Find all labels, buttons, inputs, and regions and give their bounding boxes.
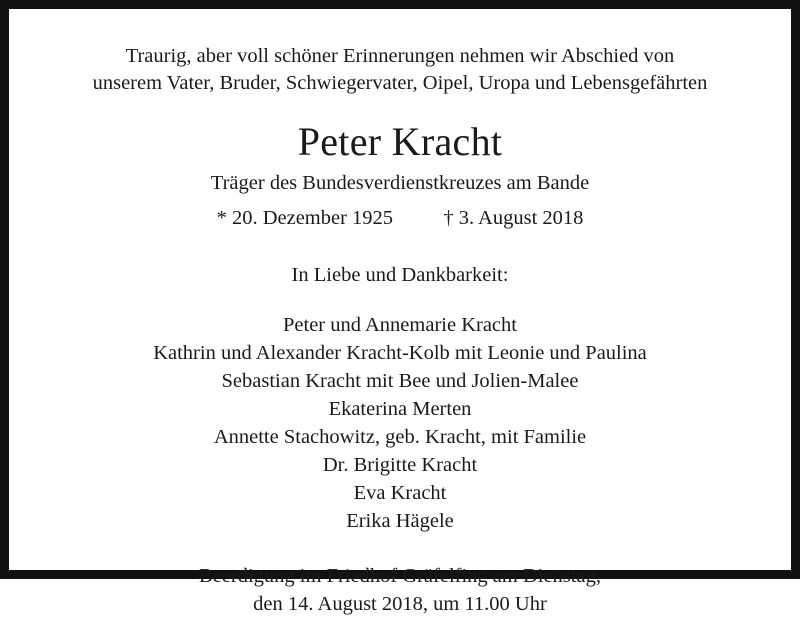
survivors-list bbox=[49, 311, 751, 536]
honour-text: Träger des Bundesverdienstkreuzes am Bande bbox=[210, 171, 590, 194]
intro-line-2: unserem Vater, Bruder, Schwiegervater, Oipel, Uropa und Lebensgefährten bbox=[92, 72, 708, 95]
list-item: Annette Stachowitz, geb. Kracht, mit Familie bbox=[213, 426, 587, 449]
list-item: Kathrin und Alexander Kracht-Kolb mit Leonie und Paulina bbox=[153, 341, 647, 364]
funeral-details bbox=[49, 563, 751, 618]
life-dates bbox=[49, 205, 751, 232]
death-date: † 3. August 2018 bbox=[443, 207, 584, 230]
list-item: Dr. Brigitte Kracht bbox=[322, 454, 478, 477]
intro-text bbox=[49, 43, 751, 98]
list-item: Peter und Annemarie Kracht bbox=[283, 313, 517, 336]
list-item: Sebastian Kracht mit Bee und Jolien-Malee bbox=[221, 369, 579, 392]
funeral-line-1: Beerdigung im Friedhof Gräfelfing am Dienstag, bbox=[199, 565, 601, 588]
dedication-text: In Liebe und Dankbarkeit: bbox=[291, 263, 509, 286]
list-item: Ekaterina Merten bbox=[328, 398, 472, 421]
funeral-line-2: den 14. August 2018, um 11.00 Uhr bbox=[253, 593, 547, 616]
list-item: Erika Hägele bbox=[346, 510, 454, 533]
deceased-name: Peter Kracht bbox=[297, 118, 503, 164]
list-item: Eva Kracht bbox=[353, 482, 447, 505]
intro-line-1: Traurig, aber voll schöner Erinnerungen nehmen wir Abschied von bbox=[125, 45, 675, 67]
birth-date: * 20. Dezember 1925 bbox=[216, 207, 394, 230]
